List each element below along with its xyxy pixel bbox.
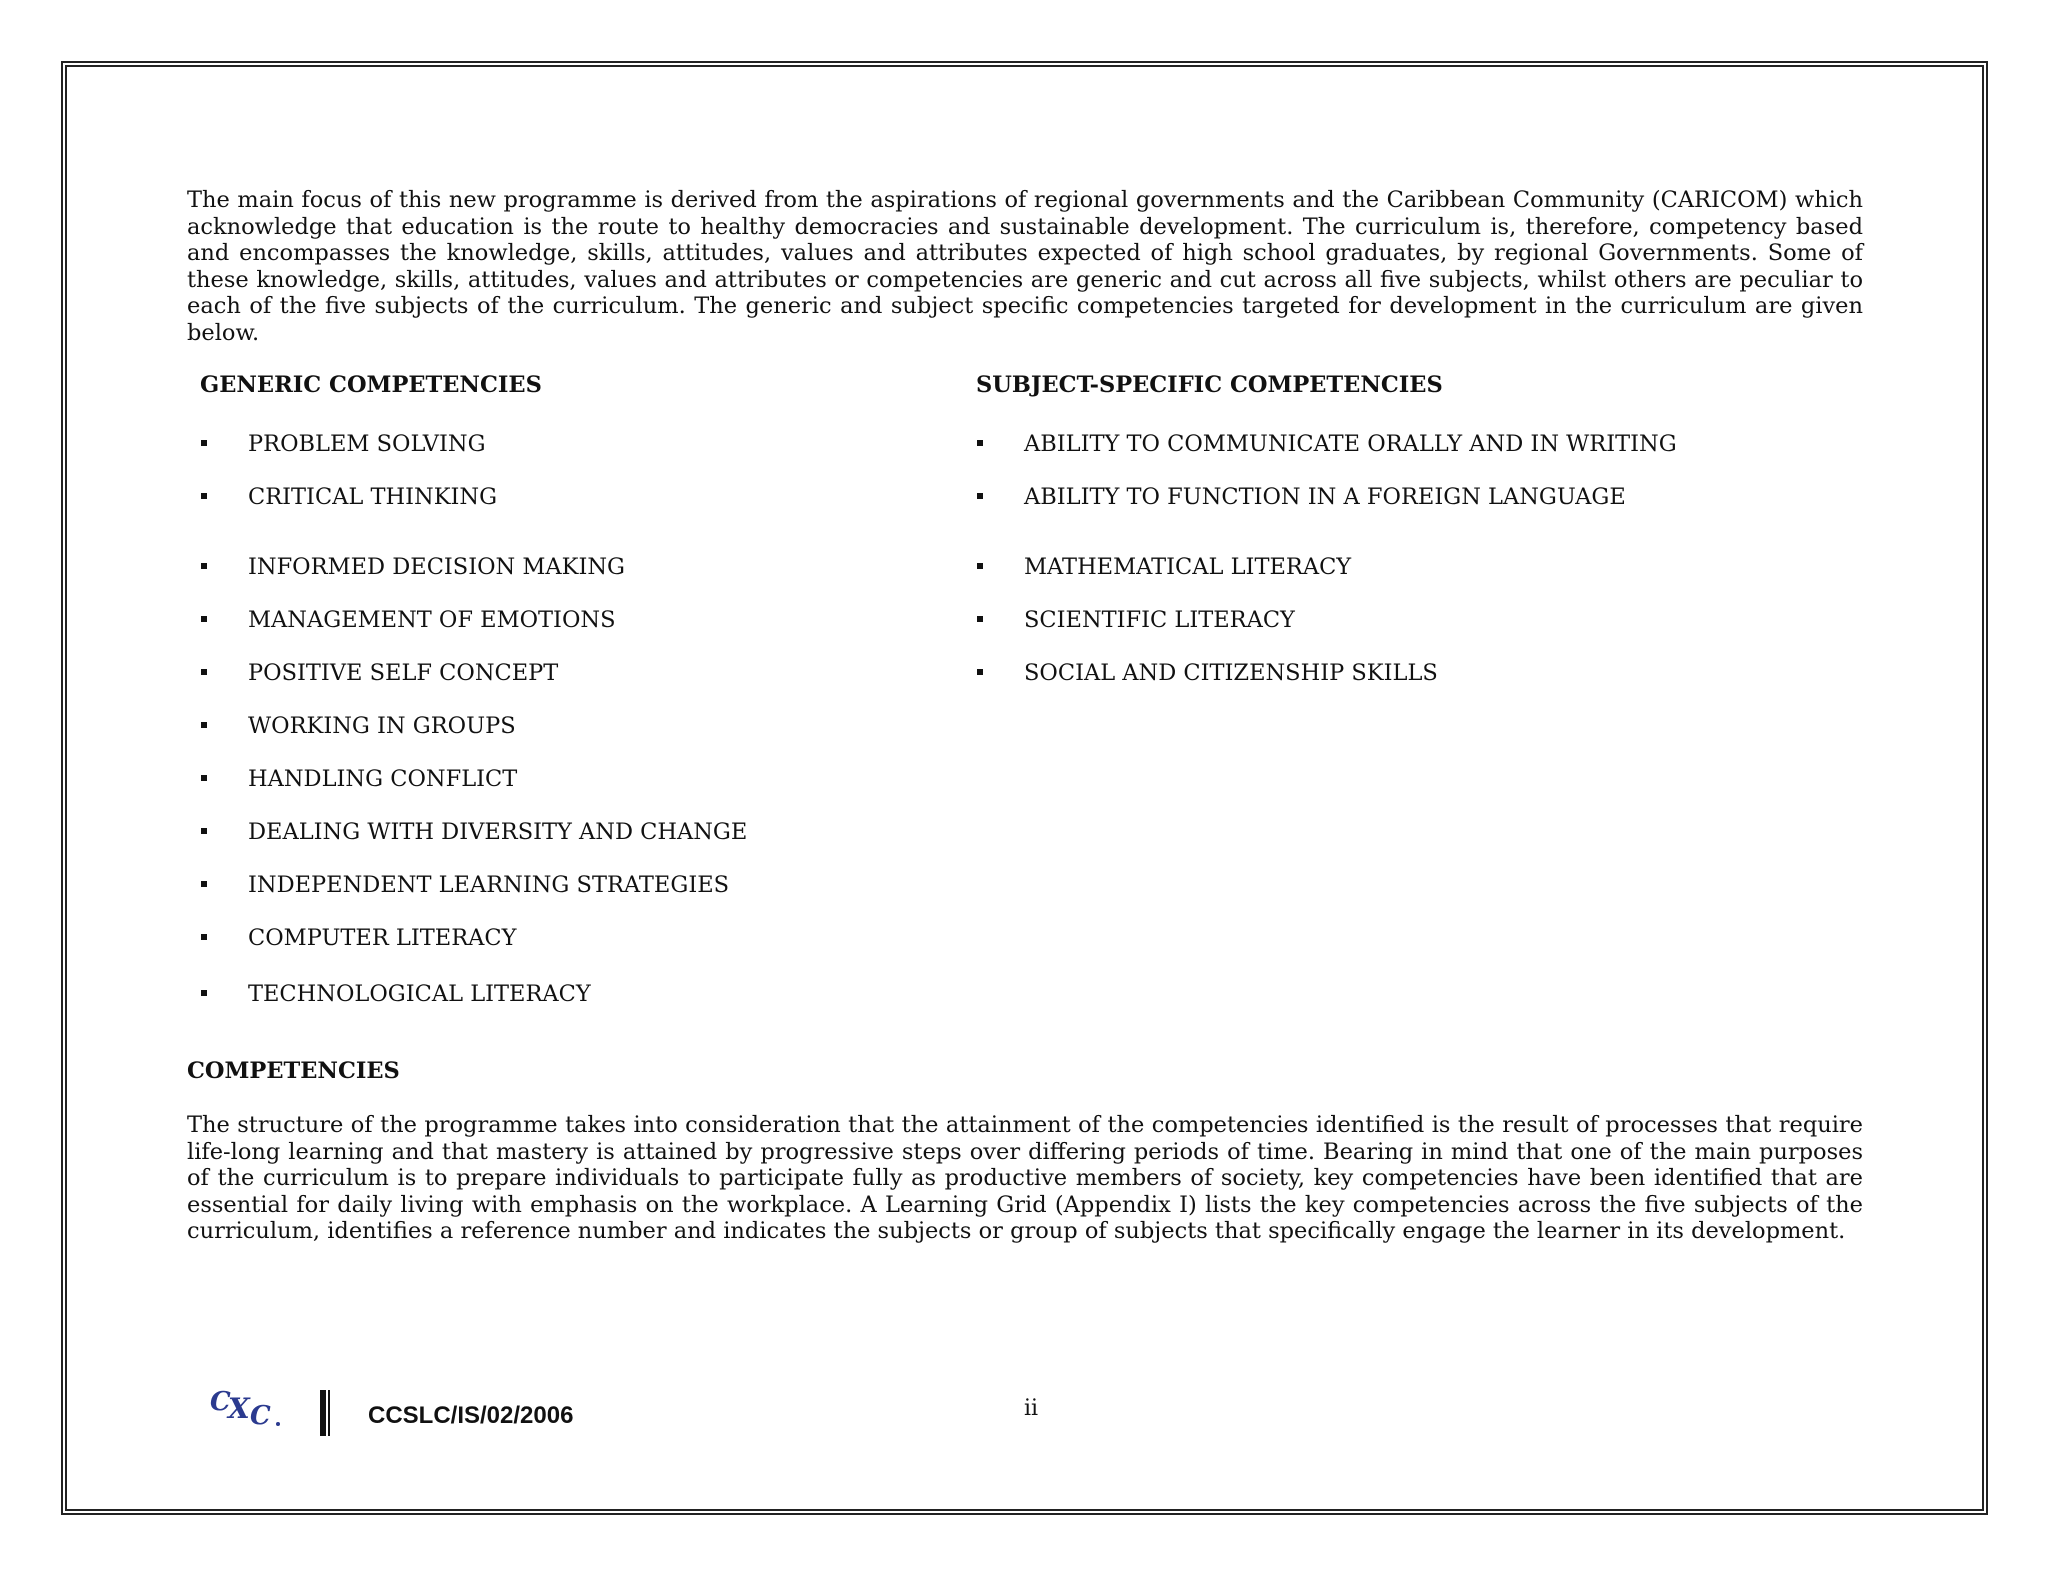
bullet-icon (977, 493, 983, 499)
footer-divider (320, 1390, 330, 1436)
list-item-text: SOCIAL AND CITIZENSHIP SKILLS (1024, 660, 1438, 686)
bullet-icon (201, 881, 207, 887)
bullet-icon (977, 669, 983, 675)
svg-text:C: C (210, 1387, 231, 1417)
bullet-icon (977, 563, 983, 569)
bullet-icon (201, 722, 207, 728)
bullet-icon (201, 440, 207, 446)
list-item-text: ABILITY TO FUNCTION IN A FOREIGN LANGUAGE (1024, 484, 1626, 510)
page-number: ii (1024, 1396, 1039, 1421)
list-item-text: MANAGEMENT OF EMOTIONS (248, 607, 616, 633)
bullet-icon (977, 440, 983, 446)
bullet-icon (201, 616, 207, 622)
list-item-text: POSITIVE SELF CONCEPT (248, 660, 559, 686)
list-item-text: MATHEMATICAL LITERACY (1024, 554, 1352, 580)
bullet-icon (201, 775, 207, 781)
list-item-text: PROBLEM SOLVING (248, 431, 486, 457)
document-code: CCSLC/IS/02/2006 (368, 1402, 574, 1429)
cxc-logo-icon (208, 1382, 284, 1430)
list-item-text: HANDLING CONFLICT (248, 766, 518, 792)
bullet-icon (977, 616, 983, 622)
list-item-text: SCIENTIFIC LITERACY (1024, 607, 1295, 633)
list-item-text: ABILITY TO COMMUNICATE ORALLY AND IN WRITING (1024, 431, 1677, 457)
list-item-text: CRITICAL THINKING (248, 484, 498, 510)
list-item-text: INFORMED DECISION MAKING (248, 554, 626, 580)
generic-competencies-heading: GENERIC COMPETENCIES (200, 372, 542, 398)
svg-text:C: C (250, 1401, 271, 1430)
bullet-icon (201, 563, 207, 569)
list-item-text: TECHNOLOGICAL LITERACY (248, 981, 591, 1007)
list-item-text: INDEPENDENT LEARNING STRATEGIES (248, 872, 730, 898)
subject-specific-competencies-heading: SUBJECT-SPECIFIC COMPETENCIES (976, 372, 1443, 398)
bullet-icon (201, 990, 207, 996)
competencies-heading: COMPETENCIES (187, 1058, 400, 1084)
svg-text:X: X (228, 1392, 250, 1425)
bullet-icon (201, 669, 207, 675)
list-item-text: WORKING IN GROUPS (248, 713, 516, 739)
cxc-logo (208, 1382, 284, 1430)
bullet-icon (201, 828, 207, 834)
list-item-text: DEALING WITH DIVERSITY AND CHANGE (248, 819, 748, 845)
competencies-paragraph: The structure of the programme takes into consideration that the attainment of the competencies identified is the result of processes that require life-long learning and that mastery is attained by progressive steps over differing periods of time. Bearing in mind that one of the main purposes of the curriculum is to prepare individuals to participate fully as productive members of society, key competencies have been identified that are essential for daily living with emphasis on the workplace. A Learning Grid (Appendix I) lists the key competencies across the five subjects of the curriculum, identifies a reference number and indicates the subjects or group of subjects that specifically engage the learner in its development. (187, 1112, 1863, 1245)
intro-paragraph: The main focus of this new programme is derived from the aspirations of regional governments and the Caribbean Community (CARICOM) which acknowledge that education is the route to healthy democracies and sustainable development. The curriculum is, therefore, competency based and encompasses the knowledge, skills, attitudes, values and attributes expected of high school graduates, by regional Governments. Some of these knowledge, skills, attitudes, values and attributes or competencies are generic and cut across all five subjects, whilst others are peculiar to each of the five subjects of the curriculum. The generic and subject specific competencies targeted for development in the curriculum are given below. (187, 187, 1863, 346)
bullet-icon (201, 934, 207, 940)
list-item-text: COMPUTER LITERACY (248, 925, 517, 951)
bullet-icon (201, 493, 207, 499)
